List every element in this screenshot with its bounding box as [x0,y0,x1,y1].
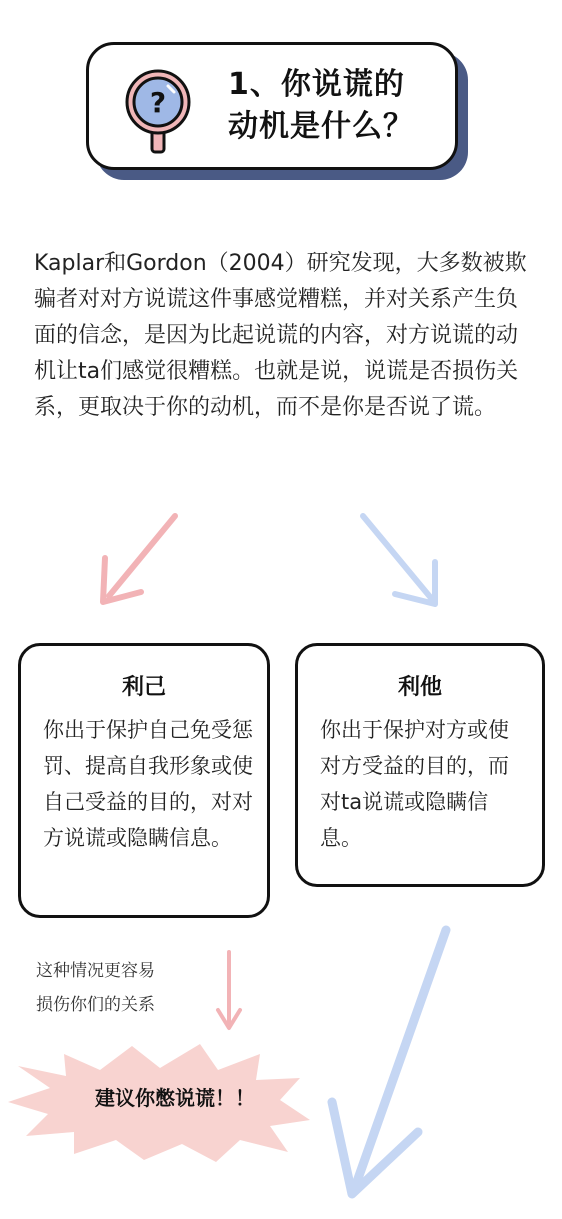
damage-note-line-2: 损伤你们的关系 [36,995,155,1015]
self-interest-body: 你出于保护自己免受惩罚、提高自我形象或使自己受益的目的，对对方说谎或隐瞒信息。 [43,718,253,850]
altruistic-card [295,643,545,887]
page-title [228,64,448,148]
damage-note-line-1: 这种情况更容易 [36,961,155,981]
advice-text: 建议你憋说谎！！ [95,1086,255,1110]
altruistic-body: 你出于保护对方或使对方受益的目的，而对ta说谎或隐瞒信息。 [320,718,509,850]
question-magnifier-icon [116,66,200,158]
blue-arrow-large-down-icon [322,922,462,1212]
altruistic-heading: 利他 [397,675,442,700]
self-interest-heading: 利己 [121,675,166,700]
title-line-2: 动机是什么？ [228,109,414,144]
title-line-1: 1、你说谎的 [228,67,405,102]
intro-paragraph: Kaplar和Gordon（2004）研究发现，大多数被欺骗者对对方说谎这件事感觉糟糕，并对关系产生负面的信念，是因为比起说谎的内容，对方说谎的动机让ta们感觉很糟糕。也就是说，说谎是否损伤关系，更取决于你的动机，而不是你是否说了谎。 [34,251,527,420]
self-interest-card [18,643,270,918]
blue-arrow-down-right-icon [355,510,445,610]
damage-note [36,954,236,1022]
pink-arrow-down-icon [214,948,244,1034]
pink-arrow-down-left-icon [95,510,185,610]
svg-text:?: ? [149,86,167,119]
